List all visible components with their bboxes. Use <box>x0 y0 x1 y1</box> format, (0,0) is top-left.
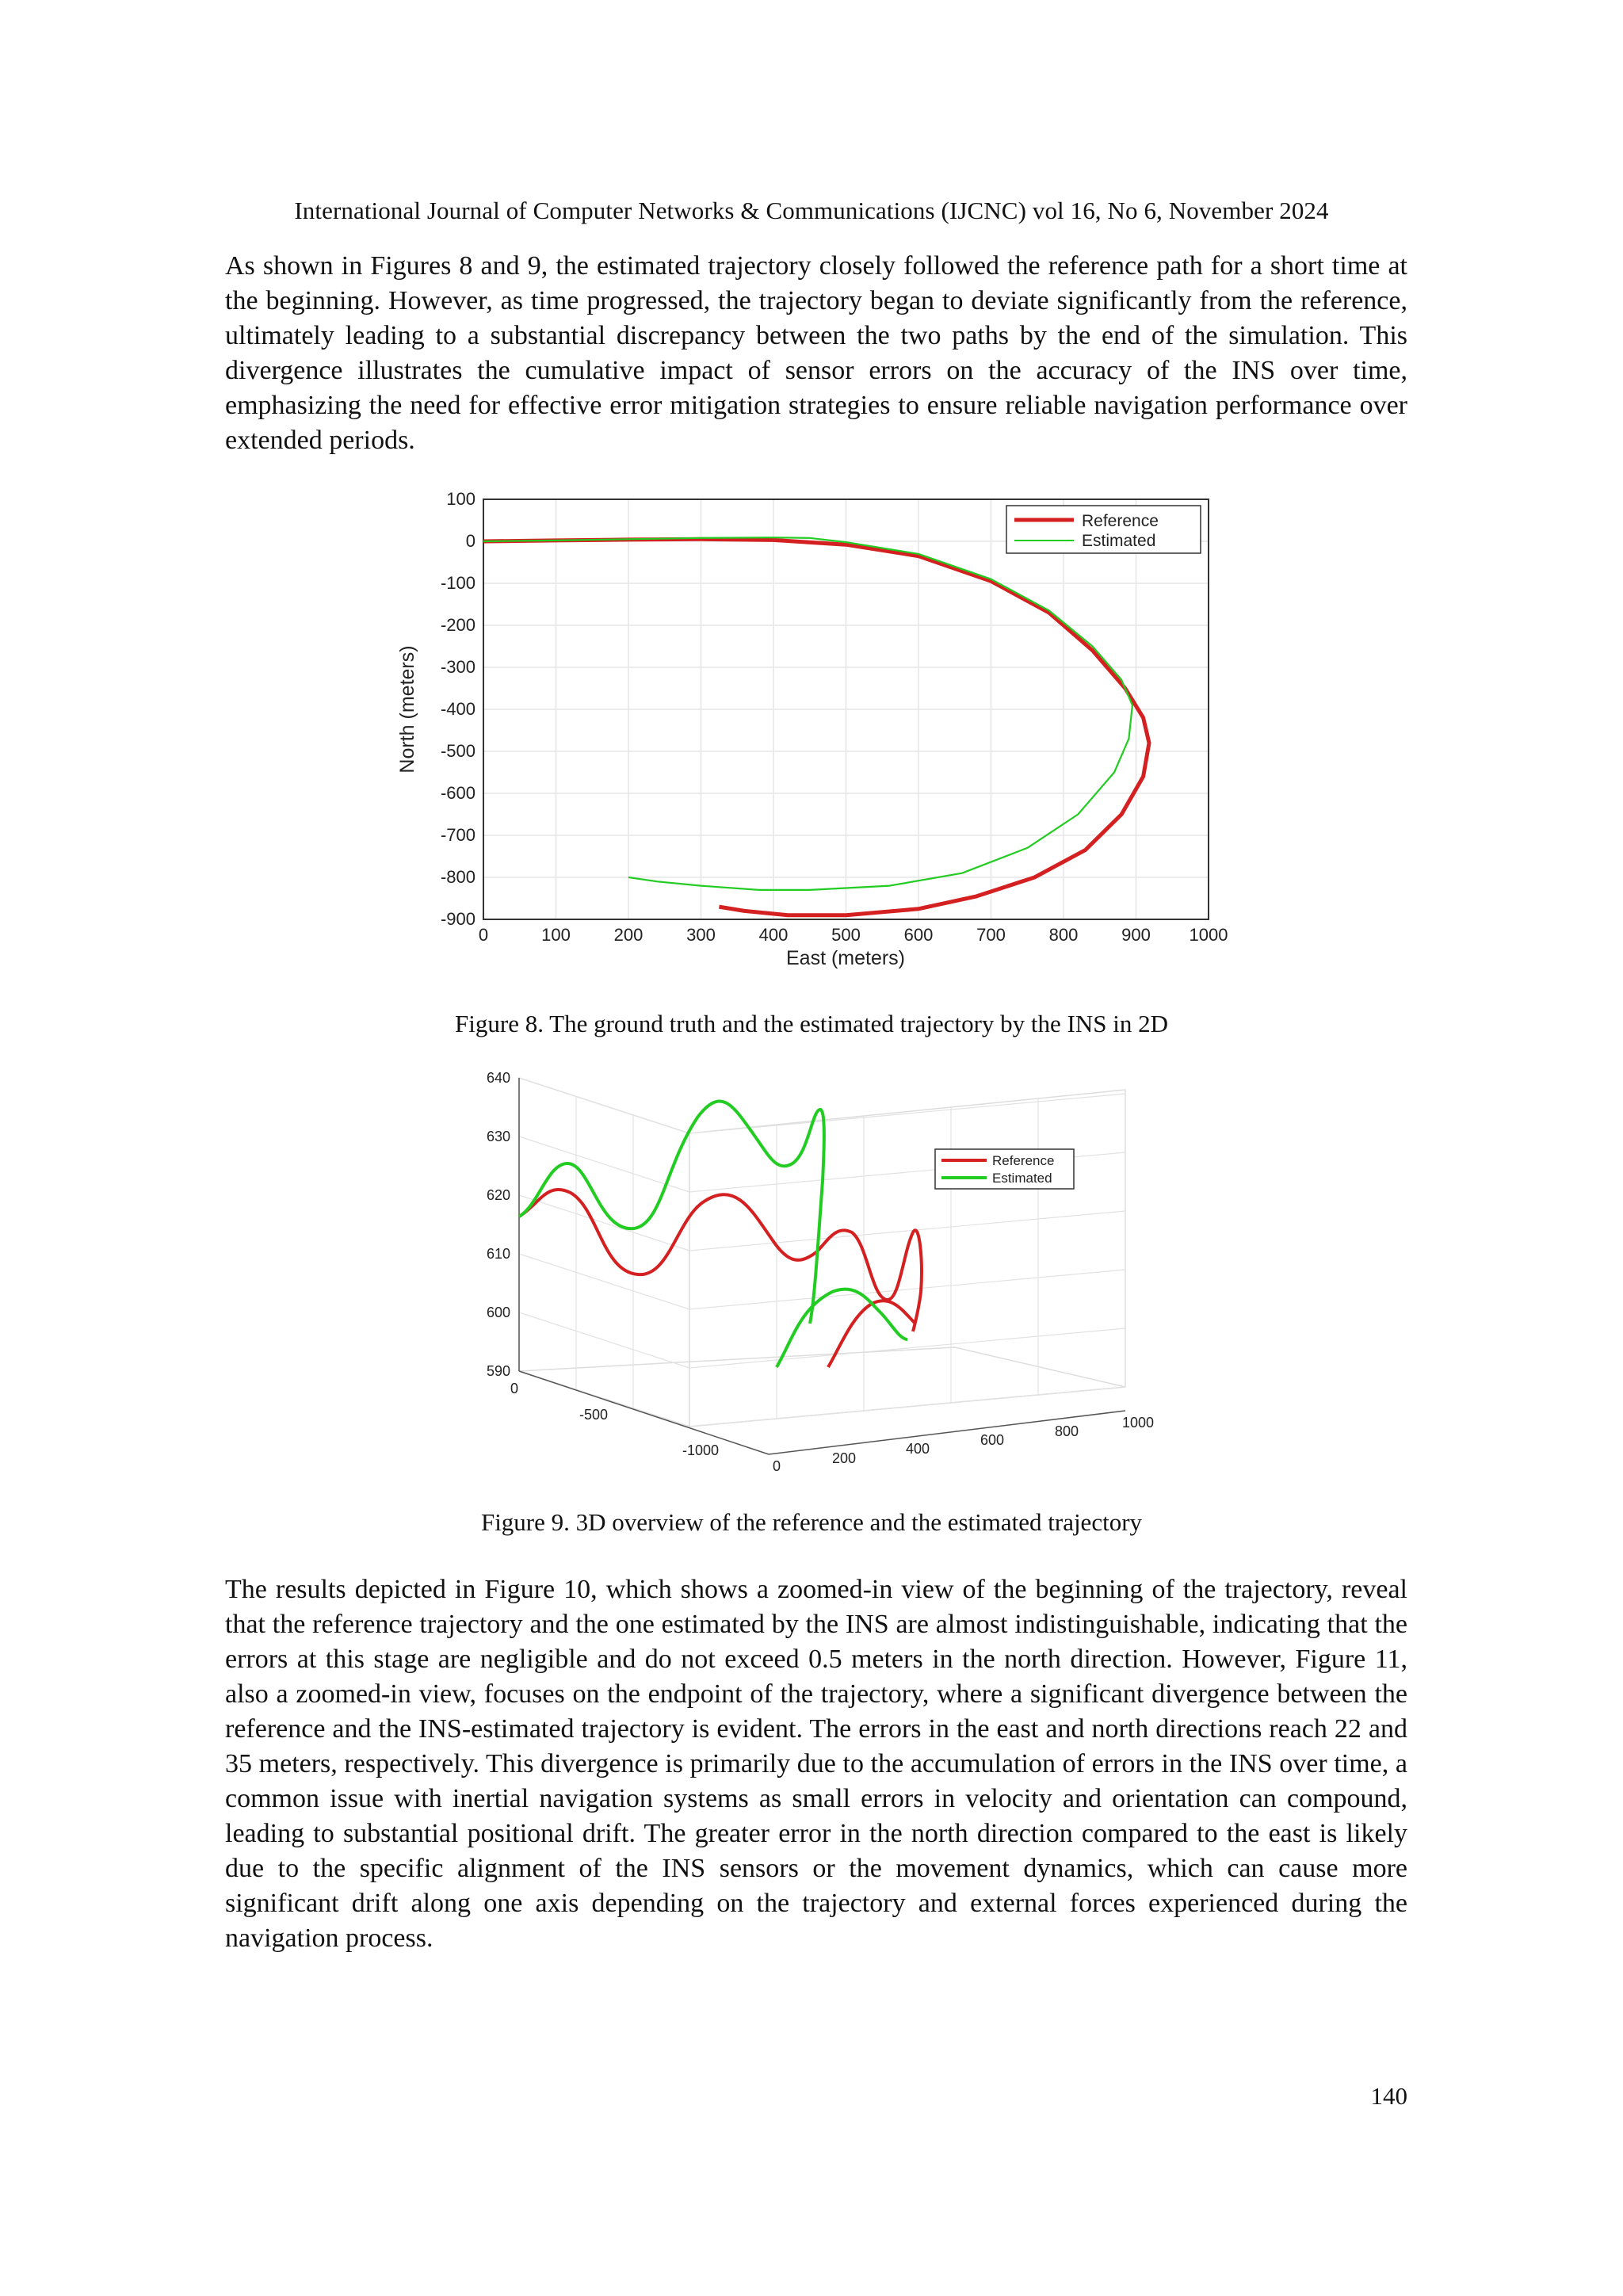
legend-estimated-label: Estimated <box>1082 532 1156 550</box>
z-tick-label: 590 <box>486 1363 510 1379</box>
legend <box>1006 506 1201 553</box>
right-axis-tick-label: 600 <box>980 1432 1005 1448</box>
x-tick-label: 900 <box>1121 925 1151 945</box>
legend-reference-label: Reference <box>1082 512 1159 530</box>
figure-8-caption: Figure 8. The ground truth and the estimated trajectory by the INS in 2D <box>455 1010 1168 1037</box>
z-tick-label: 640 <box>486 1070 510 1086</box>
x-tick-label: 200 <box>613 925 643 945</box>
y-tick-label: -800 <box>440 867 475 887</box>
y-tick-label: -700 <box>440 825 475 845</box>
series-line-reference <box>483 539 1149 915</box>
y-tick-label: 100 <box>446 489 475 509</box>
z-tick-label: 620 <box>486 1187 510 1203</box>
y-tick-label: -100 <box>440 573 475 593</box>
y-axis-label: North (meters) <box>396 645 418 774</box>
z-tick-label: 610 <box>486 1246 510 1262</box>
figure-9-chart <box>460 1062 1173 1474</box>
x-tick-label: 400 <box>758 925 789 945</box>
x-tick-label: 300 <box>686 925 716 945</box>
x-tick-label: 1000 <box>1189 925 1228 945</box>
right-axis-tick-label: 200 <box>831 1450 857 1466</box>
series-line-estimated <box>483 537 1132 890</box>
left-axis-tick-label: -500 <box>579 1407 609 1423</box>
right-axis-tick-label: 400 <box>905 1441 930 1457</box>
paragraph-intro: As shown in Figures 8 and 9, the estimated trajectory closely followed the reference path for a short time at the beginning. However, as time progressed, the trajectory began to deviate significantly from the reference, ultimately leading to a substantial discrepancy between the two paths by the end of the simulation. This divergence illustrates the cumulative impact of sensor errors on the accuracy of the INS over time, emphasizing the need for effective error mitigation strategies to ensure reliable navigation performance over extended periods. <box>225 251 1407 455</box>
left-axis-tick-label: 0 <box>510 1381 519 1396</box>
y-tick-label: -300 <box>440 657 475 677</box>
x-tick-label: 800 <box>1048 925 1079 945</box>
figure-9-caption: Figure 9. 3D overview of the reference and the estimated trajectory <box>480 1508 1143 1536</box>
y-tick-label: -500 <box>440 741 475 761</box>
z-tick-label: 600 <box>486 1305 510 1320</box>
x-tick-label: 0 <box>478 925 489 945</box>
y-tick-label: 0 <box>465 531 475 551</box>
right-axis-tick-label: 1000 <box>1121 1415 1155 1431</box>
y-tick-label: -200 <box>440 615 475 635</box>
figure-8-chart <box>388 479 1252 987</box>
y-tick-label: -900 <box>440 909 475 929</box>
y-tick-label: -400 <box>440 699 475 719</box>
journal-header: International Journal of Computer Networks & Communications (IJCNC) vol 16, No 6, November 2024 <box>294 197 1329 224</box>
paragraph-results: The results depicted in Figure 10, which shows a zoomed-in view of the beginning of the trajectory, reveal that the reference trajectory and the one estimated by the INS are almost indistinguishable, indicating that the errors at this stage are negligible and do not exceed 0.5 meters in the north direction. However, Figure 11, also a zoomed-in view, focuses on the endpoint of the trajectory, where a significant divergence between the reference and the INS-estimated trajectory is evident. The errors in the east and north directions reach 22 and 35 meters, respectively. This divergence is primarily due to the accumulation of errors in the INS over time, a common issue with inertial navigation systems as small errors in velocity and orientation can compound, leading to substantial positional drift. The greater error in the north direction compared to the east is likely due to the specific alignment of the INS sensors or the movement dynamics, which can cause more significant drift along one axis depending on the trajectory and external forces experienced during the navigation process. <box>225 1575 1407 1953</box>
legend-reference-label: Reference <box>992 1153 1055 1168</box>
right-axis-tick-label: 800 <box>1054 1423 1079 1439</box>
legend-estimated-label: Estimated <box>992 1171 1052 1186</box>
page-number: 140 <box>1370 2082 1407 2110</box>
figure-8 <box>388 479 1252 987</box>
x-tick-label: 700 <box>976 925 1006 945</box>
x-tick-label: 600 <box>903 925 934 945</box>
left-axis-tick-label: -1000 <box>682 1442 720 1458</box>
x-axis-label: East (meters) <box>785 947 906 969</box>
x-tick-label: 100 <box>541 925 571 945</box>
legend <box>935 1149 1074 1189</box>
right-axis-tick-label: 0 <box>772 1458 781 1474</box>
x-tick-label: 500 <box>831 925 861 945</box>
y-tick-label: -600 <box>440 783 475 803</box>
figure-9 <box>460 1062 1173 1474</box>
z-tick-label: 630 <box>486 1129 510 1144</box>
